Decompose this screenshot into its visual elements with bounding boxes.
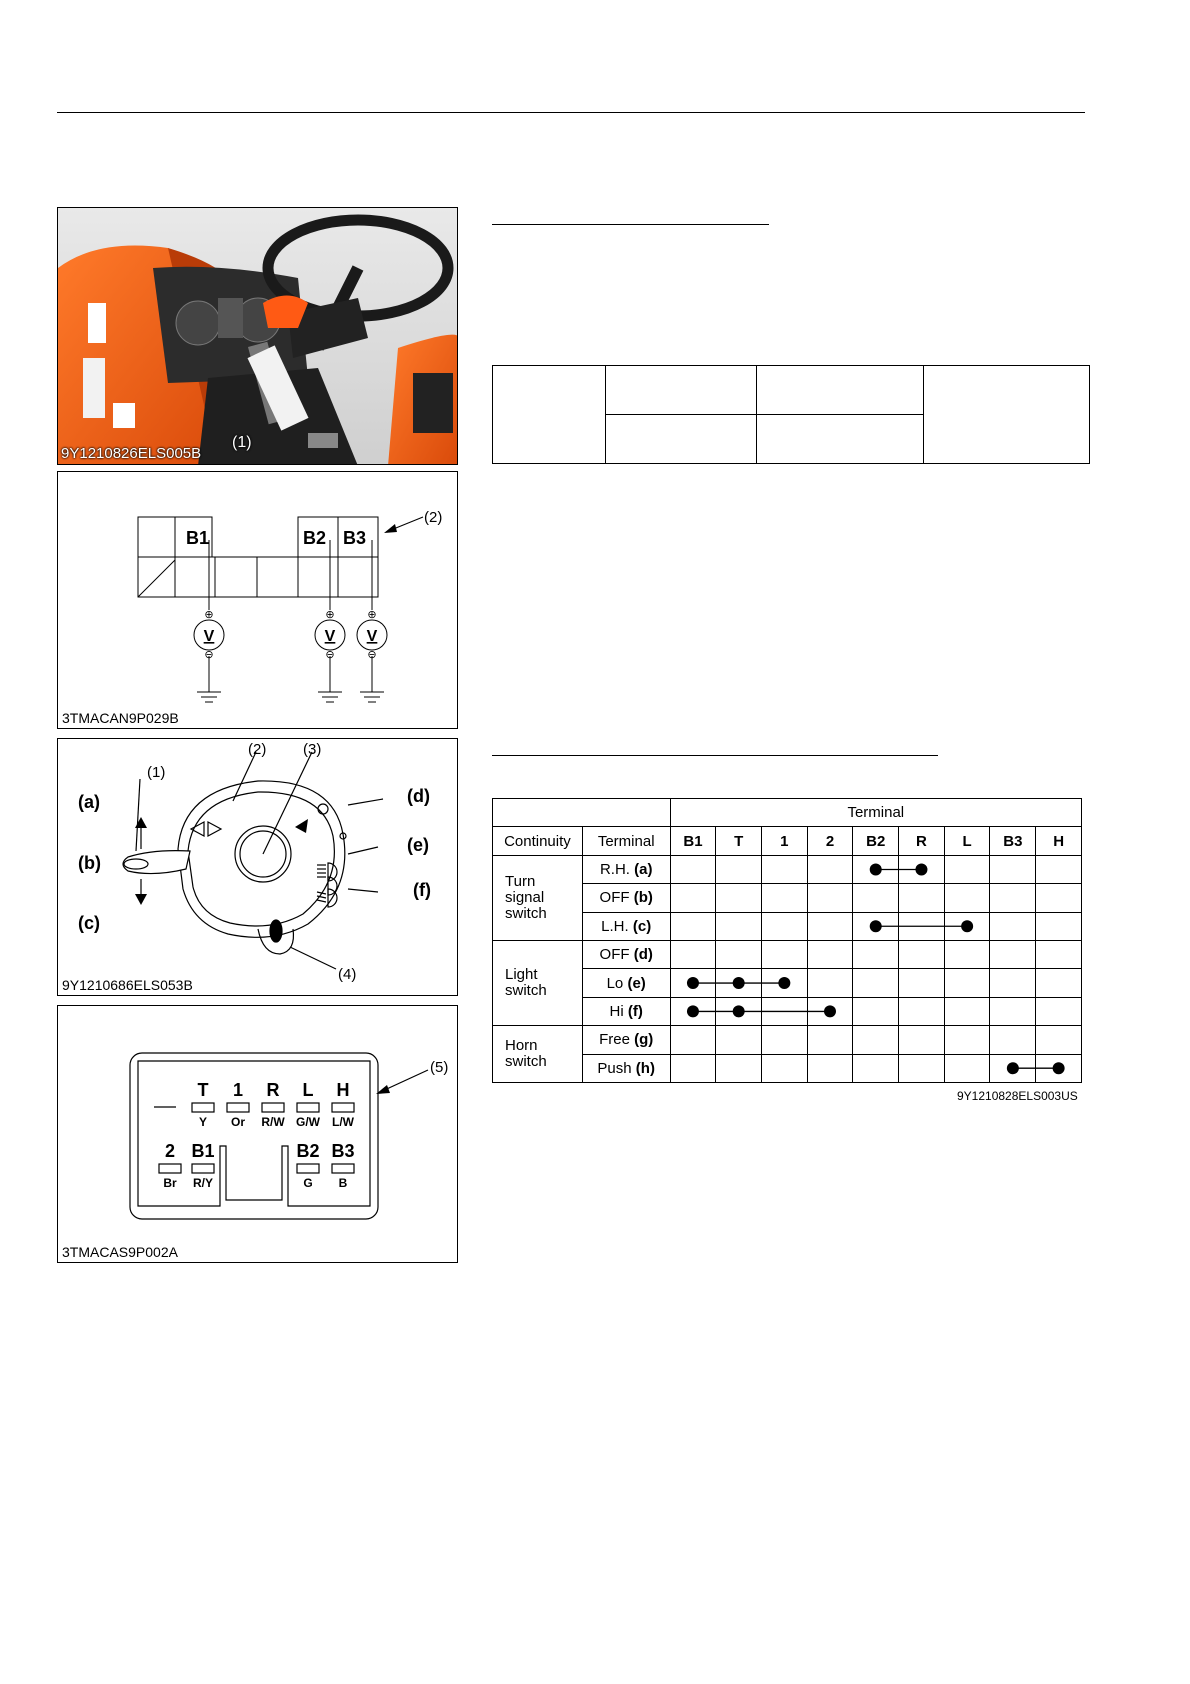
continuity-cell (899, 969, 945, 997)
continuity-cell (716, 997, 762, 1025)
continuity-cell (1036, 997, 1082, 1025)
continuity-cell (853, 1026, 899, 1054)
continuity-cell (944, 912, 990, 940)
spec-cell (924, 366, 1090, 464)
terminal-header-b1: B1 (670, 827, 716, 855)
continuity-cell (1036, 1054, 1082, 1082)
pin-l: L (302, 1080, 314, 1100)
continuity-row (493, 1026, 1082, 1054)
continuity-cell (1036, 855, 1082, 883)
continuity-cell (762, 912, 808, 940)
photo-caption: 9Y1210826ELS005B (61, 445, 202, 462)
position-c: (c) (78, 913, 100, 933)
terminal-group-header: Terminal (670, 799, 1081, 827)
continuity-cell (990, 884, 1036, 912)
position-key: (b) (633, 889, 653, 907)
continuity-cell (1036, 1026, 1082, 1054)
continuity-cell (762, 997, 808, 1025)
position-key: (c) (632, 917, 652, 935)
spec-cell (606, 415, 757, 464)
voltmeter-3: V (366, 628, 378, 645)
switch-group-label (493, 940, 583, 1025)
switch-group-label-line: Horn (505, 1037, 538, 1055)
terminal-header-t: T (716, 827, 762, 855)
wiring-diagram (58, 472, 458, 729)
plus-icon-3: ⊕ (367, 609, 377, 621)
switch-group-label-line: Turn (505, 872, 536, 890)
minus-icon-2: ⊖ (325, 649, 335, 661)
section-heading-rule-1 (492, 224, 769, 225)
switch-callout-1: (1) (147, 764, 166, 781)
continuity-cell (670, 1054, 716, 1082)
continuity-cell (762, 1054, 808, 1082)
continuity-cell (1036, 912, 1082, 940)
terminal-header-1: 1 (762, 827, 808, 855)
pin-t: T (197, 1080, 209, 1100)
continuity-cell (670, 884, 716, 912)
continuity-cell (807, 940, 853, 968)
continuity-cell (853, 855, 899, 883)
wiring-callout-2: (2) (424, 509, 443, 526)
wiring-caption: 3TMACAN9P029B (62, 710, 179, 726)
position-label (582, 969, 670, 997)
continuity-cell (899, 912, 945, 940)
continuity-cell (716, 940, 762, 968)
wiring-label-b3: B3 (343, 528, 367, 548)
position-key: (a) (634, 860, 653, 878)
tractor-photo (58, 208, 458, 465)
minus-icon-3: ⊖ (367, 649, 377, 661)
corner-cell (493, 799, 671, 827)
wire-color-t: Y (198, 1115, 208, 1129)
continuity-cell (944, 940, 990, 968)
terminal-header-b3: B3 (990, 827, 1036, 855)
position-key: (e) (627, 974, 646, 992)
voltmeter-2: V (324, 628, 336, 645)
continuity-row (493, 855, 1082, 883)
continuity-cell (944, 1026, 990, 1054)
continuity-cell (1036, 969, 1082, 997)
continuity-cell (1036, 884, 1082, 912)
position-label (582, 1054, 670, 1082)
continuity-cell (716, 969, 762, 997)
pin-b3: B3 (331, 1141, 355, 1161)
continuity-cell (944, 855, 990, 883)
continuity-cell (716, 1026, 762, 1054)
position-key: (g) (634, 1031, 654, 1049)
wire-color-1: Or (230, 1115, 246, 1129)
continuity-cell (990, 969, 1036, 997)
continuity-cell (670, 855, 716, 883)
wire-color-b2: G (303, 1176, 313, 1190)
terminal-header-r: R (899, 827, 945, 855)
switch-group-label-line: switch (505, 1053, 547, 1071)
table-reference: 9Y1210828ELS003US (957, 1089, 1078, 1103)
continuity-cell (944, 969, 990, 997)
switch-callout-2: (2) (248, 741, 267, 758)
position-e: (e) (407, 835, 429, 855)
wire-color-2: Br (163, 1176, 177, 1190)
continuity-cell (853, 969, 899, 997)
plus-icon-1: ⊕ (204, 609, 214, 621)
photo-figure (57, 207, 458, 465)
position-f: (f) (413, 880, 431, 900)
spec-cell (757, 366, 924, 415)
terminal-header-h: H (1036, 827, 1082, 855)
section-heading-rule-2 (492, 755, 938, 756)
position-name: L.H. (601, 917, 629, 935)
continuity-cell (670, 940, 716, 968)
switch-callout-3: (3) (303, 741, 322, 758)
position-name: R.H. (599, 860, 630, 878)
spec-cell (493, 366, 606, 464)
continuity-cell (990, 940, 1036, 968)
pin-1: 1 (232, 1080, 244, 1100)
spec-cell (757, 415, 924, 464)
position-label (582, 855, 670, 883)
pin-h: H (336, 1080, 350, 1100)
position-d: (d) (407, 786, 430, 806)
pin-2: 2 (164, 1141, 176, 1161)
position-label (582, 912, 670, 940)
terminal-header-b2: B2 (853, 827, 899, 855)
connector-callout-5: (5) (430, 1059, 449, 1076)
terminal-header-2: 2 (807, 827, 853, 855)
wiring-figure (57, 471, 458, 729)
continuity-cell (899, 1054, 945, 1082)
switch-callout-4: (4) (338, 966, 357, 983)
continuity-cell (853, 1054, 899, 1082)
continuity-cell (899, 884, 945, 912)
pin-r: R (266, 1080, 280, 1100)
continuity-cell (990, 1026, 1036, 1054)
continuity-cell (762, 855, 808, 883)
switch-caption: 9Y1210686ELS053B (62, 977, 193, 993)
switch-figure (57, 738, 458, 996)
switch-group-label-line: signal (505, 888, 545, 906)
continuity-cell (1036, 940, 1082, 968)
continuity-cell (762, 969, 808, 997)
continuity-table (492, 798, 1082, 1083)
minus-icon-1: ⊖ (204, 649, 214, 661)
continuity-cell (807, 884, 853, 912)
switch-group-label (493, 855, 583, 940)
continuity-cell (807, 969, 853, 997)
position-key: (h) (635, 1059, 655, 1077)
continuity-cell (899, 855, 945, 883)
continuity-cell (716, 855, 762, 883)
wire-color-b1: R/Y (192, 1176, 214, 1190)
wiring-label-b2: B2 (303, 528, 327, 548)
terminal-header-l: L (944, 827, 990, 855)
continuity-cell (716, 912, 762, 940)
position-a: (a) (78, 792, 100, 812)
switch-group-label-line: switch (505, 982, 547, 1000)
position-label (582, 1026, 670, 1054)
position-name: OFF (599, 946, 630, 964)
continuity-cell (762, 1026, 808, 1054)
spec-table (492, 365, 1090, 464)
continuity-cell (670, 1026, 716, 1054)
continuity-cell (807, 855, 853, 883)
position-label (582, 884, 670, 912)
continuity-cell (762, 884, 808, 912)
connector-figure (57, 1005, 458, 1263)
position-key: (f) (627, 1002, 643, 1020)
continuity-cell (807, 1054, 853, 1082)
wire-color-l: G/W (296, 1115, 320, 1129)
position-key: (d) (633, 946, 653, 964)
continuity-cell (670, 912, 716, 940)
continuity-cell (899, 997, 945, 1025)
continuity-cell (990, 912, 1036, 940)
position-name: Lo (606, 974, 624, 992)
continuity-cell (807, 1026, 853, 1054)
position-name: Push (597, 1059, 632, 1077)
continuity-cell (670, 969, 716, 997)
continuity-cell (807, 997, 853, 1025)
continuity-cell (853, 940, 899, 968)
wiring-label-b1: B1 (186, 528, 210, 548)
switch-group-label (493, 1026, 583, 1083)
position-name: Free (599, 1031, 630, 1049)
position-label (582, 997, 670, 1025)
voltmeter-1: V (203, 628, 215, 645)
position-label (582, 940, 670, 968)
switch-group-label-line: Light (505, 966, 538, 984)
photo-callout-1: (1) (232, 434, 252, 451)
pin-b1: B1 (191, 1141, 215, 1161)
position-b: (b) (78, 853, 101, 873)
switch-group-label-line: switch (505, 904, 547, 922)
continuity-cell (670, 997, 716, 1025)
position-name: Hi (609, 1002, 624, 1020)
continuity-cell (990, 1054, 1036, 1082)
connector-caption: 3TMACAS9P002A (62, 1244, 178, 1260)
combination-switch-drawing (58, 739, 458, 996)
plus-icon-2: ⊕ (325, 609, 335, 621)
wire-color-b3: B (338, 1176, 348, 1190)
continuity-cell (853, 912, 899, 940)
continuity-cell (944, 997, 990, 1025)
continuity-cell (990, 855, 1036, 883)
header-rule (57, 112, 1085, 113)
continuity-cell (853, 997, 899, 1025)
continuity-cell (899, 1026, 945, 1054)
continuity-cell (853, 884, 899, 912)
terminal-column-header: Terminal (582, 827, 670, 855)
continuity-cell (899, 940, 945, 968)
continuity-cell (762, 940, 808, 968)
wire-color-h: L/W (332, 1115, 354, 1129)
wire-color-r: R/W (261, 1115, 285, 1129)
continuity-cell (716, 884, 762, 912)
continuity-column-header: Continuity (493, 827, 583, 855)
continuity-cell (944, 1054, 990, 1082)
continuity-cell (944, 884, 990, 912)
connector-diagram (58, 1006, 458, 1263)
position-name: OFF (599, 889, 630, 907)
pin-b2: B2 (296, 1141, 320, 1161)
continuity-cell (990, 997, 1036, 1025)
continuity-cell (716, 1054, 762, 1082)
continuity-row (493, 940, 1082, 968)
spec-cell (606, 366, 757, 415)
continuity-cell (807, 912, 853, 940)
